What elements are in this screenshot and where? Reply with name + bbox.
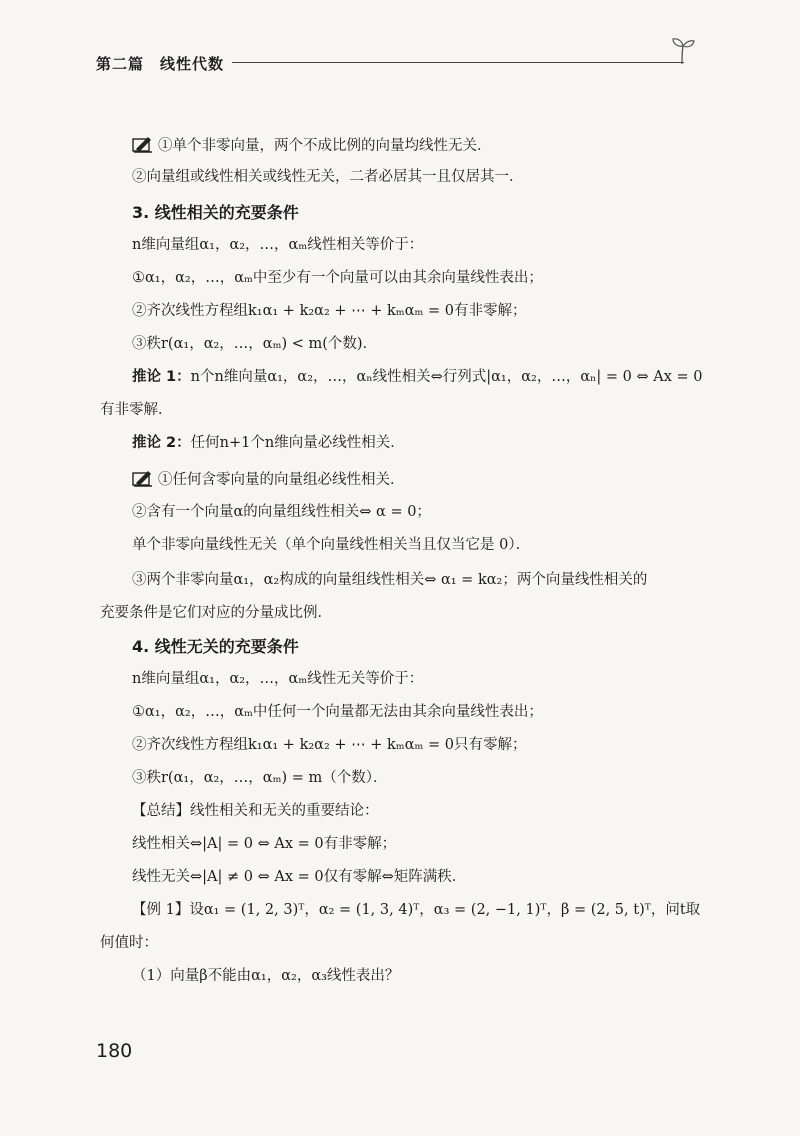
text-line-12: ②含有一个向量α的向量组线性相关⇔ α = 0； <box>132 504 431 520</box>
section-heading-4: 4. 线性无关的充要条件 <box>132 637 299 656</box>
example-1-line-2: 何值时： <box>100 935 158 951</box>
header-title: 第二篇 线性代数 <box>96 55 225 73</box>
pencil-note-icon <box>132 135 154 153</box>
text-line-9: 有非零解． <box>100 402 173 418</box>
corollary-2-label: 推论 2： <box>132 435 191 451</box>
section-heading-3: 3. 线性相关的充要条件 <box>132 203 299 222</box>
pencil-note-icon <box>132 469 154 487</box>
text-line-14: ③两个非零向量α₁，α₂构成的向量组线性相关⇔ α₁ = kα₂；两个向量线性相关的 <box>132 572 648 588</box>
text-line-4: n维向量组α₁，α₂，…，αₘ线性相关等价于： <box>132 237 424 253</box>
corollary-1: 推论 1：n个n维向量α₁，α₂，…，αₙ线性相关⇔行列式|α₁，α₂，…，αₙ| = 0 ⇔ Ax = 0 <box>132 369 703 385</box>
corollary-2: 推论 2：任何n+1个n维向量必线性相关． <box>132 435 405 451</box>
note-line-2: ②向量组或线性相关或线性无关，二者必居其一且仅居其一． <box>132 169 524 185</box>
header-rule <box>232 62 684 63</box>
summary-line-1: 线性相关⇔|A| = 0 ⇔ Ax = 0有非零解； <box>132 836 397 852</box>
text-line-5: ①α₁，α₂，…，αₘ中至少有一个向量可以由其余向量线性表出； <box>132 270 543 286</box>
text-line-18: ①α₁，α₂，…，αₘ中任何一个向量都无法由其余向量线性表出； <box>132 704 543 720</box>
note-line-1: ①单个非零向量，两个不成比例的向量均线性无关． <box>132 135 492 156</box>
example-1-question-1: （1）向量β不能由α₁，α₂，α₃线性表出？ <box>132 968 400 984</box>
text-line-17: n维向量组α₁，α₂，…，αₘ线性无关等价于： <box>132 671 424 687</box>
text-line-15: 充要条件是它们对应的分量成比例． <box>100 605 332 621</box>
corollary-1-label: 推论 1： <box>132 369 191 385</box>
summary-heading: 【总结】线性相关和无关的重要结论： <box>132 803 379 819</box>
sprout-icon <box>668 34 696 64</box>
text-line-7: ③秩r(α₁，α₂，…，αₘ) < m(个数)． <box>132 336 378 352</box>
summary-line-2: 线性无关⇔|A| ≠ 0 ⇔ Ax = 0仅有零解⇔矩阵满秩． <box>132 869 467 885</box>
text-line-20: ③秩r(α₁，α₂，…，αₘ) = m（个数）． <box>132 770 388 786</box>
text-line-13: 单个非零向量线性无关（单个向量线性相关当且仅当它是 0）． <box>132 537 531 553</box>
text-line-6: ②齐次线性方程组k₁α₁ + k₂α₂ + ⋯ + kₘαₘ = 0有非零解； <box>132 303 527 319</box>
note-line-11: ①任何含零向量的向量组必线性相关． <box>132 469 405 490</box>
page-number: 180 <box>96 1040 133 1062</box>
example-1-line-1: 【例 1】设α₁ = (1, 2, 3)ᵀ，α₂ = (1, 3, 4)ᵀ，α₃ = (2, −1, 1)ᵀ，β = (2, 5, t)ᵀ，问t取 <box>132 902 701 918</box>
text-line-19: ②齐次线性方程组k₁α₁ + k₂α₂ + ⋯ + kₘαₘ = 0只有零解； <box>132 737 527 753</box>
